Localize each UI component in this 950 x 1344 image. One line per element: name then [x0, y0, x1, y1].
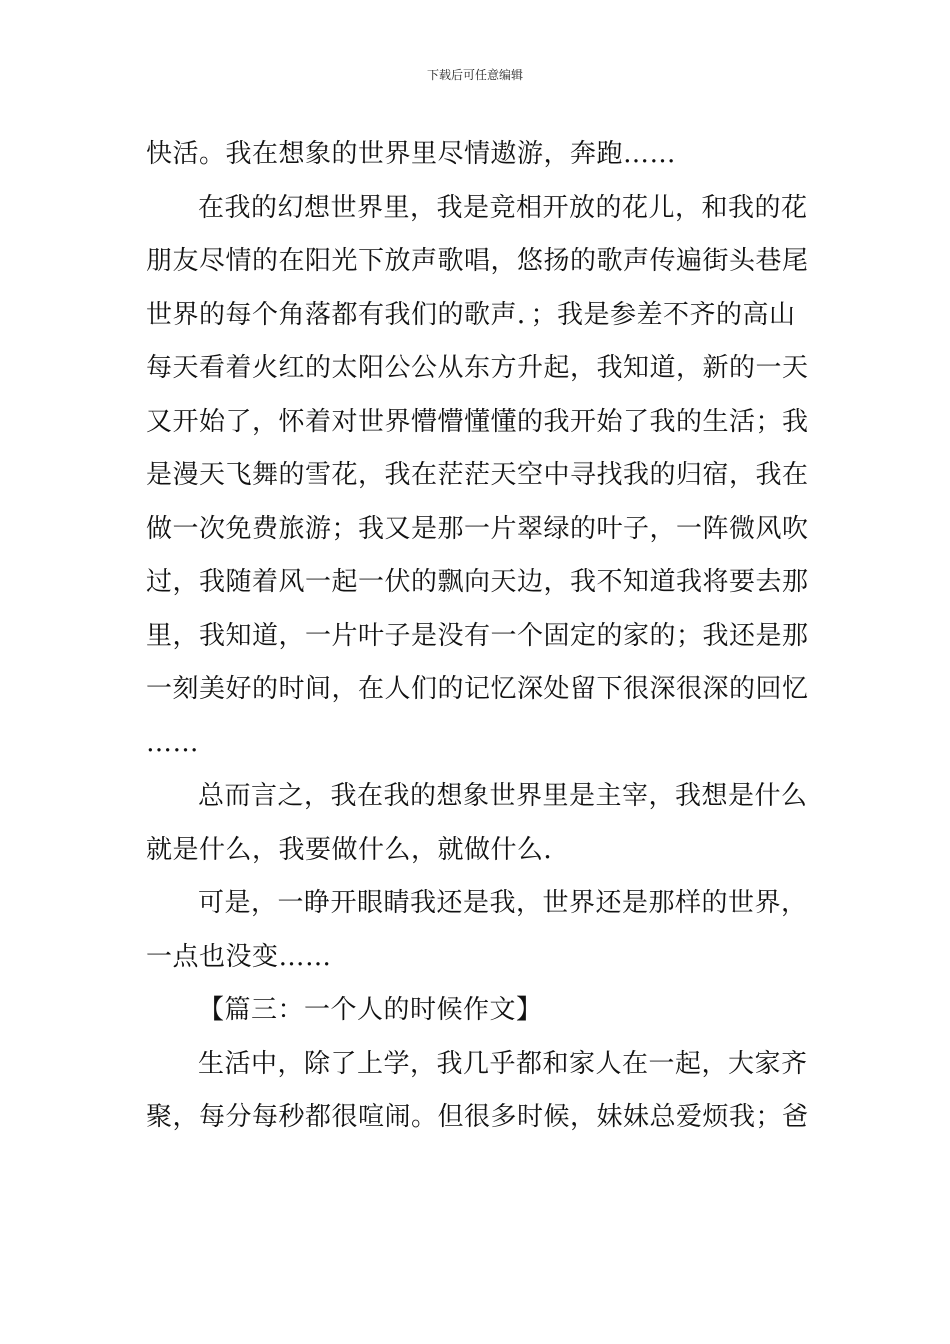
- text-line: 就是什么，我要做什么，就做什么．: [146, 834, 571, 865]
- text-line: ……: [146, 727, 199, 758]
- text-line: 生活中，除了上学，我几乎都和家人在一起，大家齐: [198, 1048, 808, 1079]
- text-line: 在我的幻想世界里，我是竞相开放的花儿，和我的花: [198, 192, 808, 223]
- text-line: 过，我随着风一起一伏的飘向天边，我不知道我将要去那: [146, 567, 809, 597]
- text-line: 朋友尽情的在阳光下放声歌唱，悠扬的歌声传遍街头巷尾: [146, 246, 809, 276]
- text-line: 一刻美好的时间，在人们的记忆深处留下很深很深的回忆: [146, 674, 809, 704]
- text-line: 总而言之，我在我的想象世界里是主宰，我想是什么: [198, 781, 808, 811]
- text-line: 快活。我在想象的世界里尽情遨游，奔跑……: [146, 139, 677, 169]
- text-line: 可是，一睁开眼睛我还是我，世界还是那样的世界，: [198, 888, 808, 918]
- text-line: 【篇三：一个人的时候作文】: [198, 995, 543, 1025]
- text-line: 聚，每分每秒都很喧闹。但很多时候，妹妹总爱烦我；爸: [146, 1102, 809, 1132]
- text-line: 又开始了，怀着对世界懵懵懂懂的我开始了我的生活；我: [146, 406, 809, 437]
- page-header: 下载后可任意编辑: [426, 68, 523, 82]
- text-line: 里，我知道，一片叶子是没有一个固定的家的；我还是那: [146, 620, 809, 651]
- text-line: 是漫天飞舞的雪花，我在茫茫天空中寻找我的归宿，我在: [146, 460, 809, 490]
- text-line: 一点也没变……: [146, 941, 332, 972]
- text-line: 做一次免费旅游；我又是那一片翠绿的叶子，一阵微风吹: [146, 513, 809, 544]
- text-line: 每天看着火红的太阳公公从东方升起，我知道，新的一天: [146, 353, 809, 383]
- document-body: [146, 128, 809, 1145]
- text-line: 世界的每个角落都有我们的歌声．；我是参差不齐的高山: [146, 299, 796, 330]
